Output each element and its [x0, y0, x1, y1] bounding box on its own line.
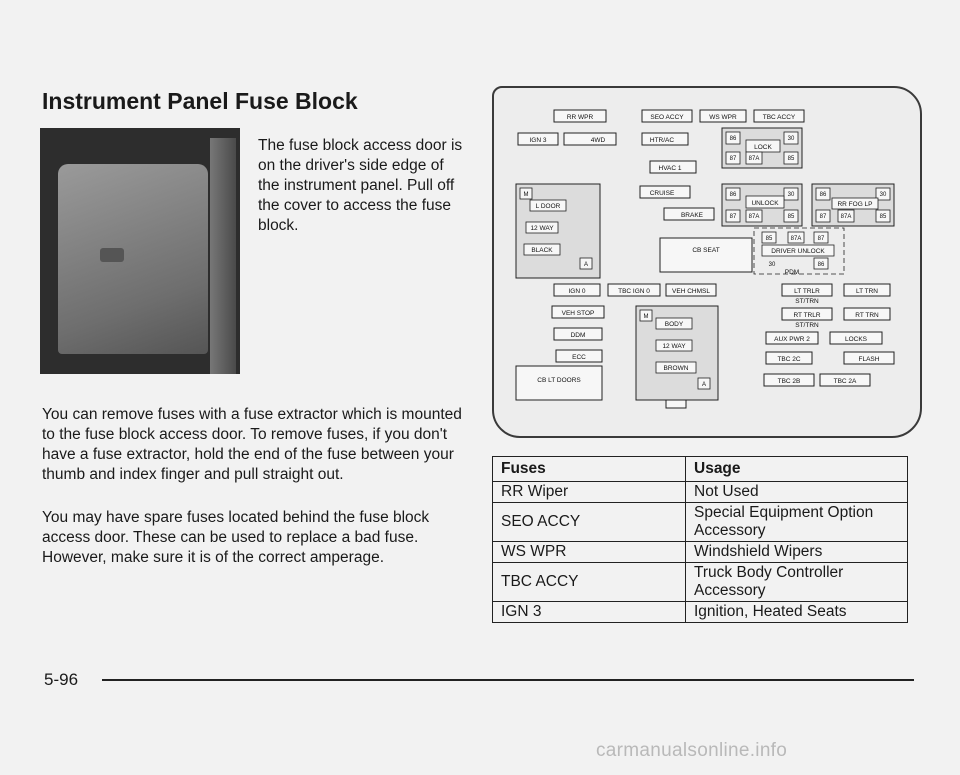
svg-text:BRAKE: BRAKE	[680, 212, 704, 219]
page-number: 5-96	[44, 670, 79, 689]
svg-text:85: 85	[787, 214, 795, 220]
relay-rr-fog-lp	[812, 184, 894, 226]
svg-text:CRUISE: CRUISE	[649, 190, 675, 197]
fuse-veh-chmsl	[666, 284, 716, 296]
usage-cell: Windshield Wipers	[686, 542, 908, 563]
svg-text:85: 85	[879, 214, 887, 220]
fuse-tbc-ign0	[608, 284, 660, 296]
fuse-htr-ac	[642, 133, 688, 145]
svg-text:LT TRLR: LT TRLR	[794, 288, 820, 295]
breaker-cb-lt-doors	[516, 366, 602, 400]
svg-text:IGN 3: IGN 3	[529, 137, 547, 144]
fuse-ddm	[554, 328, 602, 340]
fuse-seo-accy	[642, 110, 692, 122]
fuse-flash	[844, 352, 894, 364]
svg-text:A: A	[701, 382, 707, 388]
footer-rule	[102, 679, 914, 681]
fuse-aux-pwr2	[766, 332, 818, 344]
spare-fuse-note: You may have spare fuses located behind the fuse block access door. These can be used to replace a bad fuse. However, make sure it is of the correct amperage.	[42, 509, 430, 566]
svg-text:86: 86	[819, 192, 827, 198]
fuse-cell: SEO ACCY	[493, 503, 686, 542]
svg-text:87A: 87A	[748, 214, 760, 220]
svg-text:30: 30	[879, 192, 887, 198]
fuse-cell: WS WPR	[493, 542, 686, 563]
svg-text:RT TRN: RT TRN	[855, 312, 879, 319]
svg-text:87: 87	[817, 236, 825, 242]
fuse-block-diagram-svg	[494, 88, 920, 436]
fuse-ws-wpr	[700, 110, 746, 122]
svg-text:87: 87	[729, 214, 737, 220]
breaker-cb-seat	[660, 238, 752, 272]
svg-text:85: 85	[787, 156, 795, 162]
svg-text:87: 87	[729, 156, 737, 162]
svg-text:AUX PWR 2: AUX PWR 2	[774, 336, 810, 343]
svg-text:30: 30	[768, 262, 776, 268]
fuse-lt-trlr-st-trn	[782, 284, 832, 305]
svg-text:M: M	[523, 192, 529, 198]
fuse-lt-trn	[844, 284, 890, 296]
table-row	[493, 542, 908, 563]
svg-text:87A: 87A	[748, 156, 760, 162]
intro-text: The fuse block access door is on the driver's side edge of the instrument panel. Pull off the cover to access the fuse block.	[258, 137, 463, 234]
svg-text:BLACK: BLACK	[531, 247, 553, 254]
removal-instructions: You can remove fuses with a fuse extractor which is mounted to the fuse block access door. To remove fuses, if you don't have a fuse extractor, hold the end of the fuse between your thumb and index finger and pull straight out.	[42, 406, 462, 483]
svg-text:SEO ACCY: SEO ACCY	[650, 114, 684, 121]
svg-text:TBC 2C: TBC 2C	[777, 356, 801, 363]
svg-text:12 WAY: 12 WAY	[530, 225, 554, 232]
fuse-block-door-photo	[40, 128, 240, 374]
svg-text:87A: 87A	[790, 236, 802, 242]
fuse-tbc2a	[820, 374, 870, 386]
fuse-rt-trlr-st-trn	[782, 308, 832, 329]
fuse-tbc-accy	[754, 110, 804, 122]
svg-text:M: M	[643, 314, 649, 320]
svg-text:RT TRLR: RT TRLR	[793, 312, 821, 319]
table-header-row	[493, 457, 908, 482]
svg-text:WS WPR: WS WPR	[709, 114, 737, 121]
svg-text:LT TRN: LT TRN	[855, 288, 879, 295]
svg-text:TBC 2B: TBC 2B	[777, 378, 801, 385]
svg-text:LOCKS: LOCKS	[844, 336, 868, 343]
fuse-tbc2c	[766, 352, 812, 364]
fuse-ign3	[518, 133, 558, 145]
connector-body	[636, 306, 718, 408]
fuse-cell: IGN 3	[493, 602, 686, 623]
usage-cell: Special Equipment Option Accessory	[686, 503, 908, 542]
header-usage: Usage	[686, 457, 908, 482]
svg-text:4WD: 4WD	[590, 137, 606, 144]
svg-text:BROWN: BROWN	[663, 365, 689, 372]
relay-unlock	[722, 184, 802, 226]
svg-text:CB LT DOORS: CB LT DOORS	[537, 377, 581, 384]
usage-cell: Not Used	[686, 482, 908, 503]
table-row	[493, 482, 908, 503]
svg-text:RR WPR: RR WPR	[566, 114, 594, 121]
table-row	[493, 563, 908, 602]
svg-text:PDM: PDM	[784, 269, 800, 276]
relay-driver-unlock	[754, 228, 844, 276]
svg-text:DDM: DDM	[570, 332, 586, 339]
svg-text:UNLOCK: UNLOCK	[751, 200, 779, 207]
fuse-cell: RR Wiper	[493, 482, 686, 503]
table-row	[493, 503, 908, 542]
fuse-hvac1	[650, 161, 696, 173]
svg-text:ST/TRN: ST/TRN	[795, 298, 819, 305]
svg-text:87A: 87A	[840, 214, 852, 220]
fuse-cell: TBC ACCY	[493, 563, 686, 602]
access-door-panel	[58, 164, 208, 354]
svg-text:TBC 2A: TBC 2A	[833, 378, 857, 385]
instrument-panel-edge	[210, 138, 236, 374]
svg-text:ST/TRN: ST/TRN	[795, 322, 819, 329]
fuse-block-diagram	[492, 86, 922, 438]
svg-text:HTR/AC: HTR/AC	[649, 137, 675, 144]
svg-text:86: 86	[729, 192, 737, 198]
svg-text:IGN 0: IGN 0	[568, 288, 586, 295]
svg-text:DRIVER UNLOCK: DRIVER UNLOCK	[771, 248, 825, 255]
fuse-ecc	[556, 350, 602, 362]
fuse-ign0	[554, 284, 600, 296]
fuse-rt-trn	[844, 308, 890, 320]
fuse-usage-table	[492, 456, 908, 623]
header-fuses: Fuses	[493, 457, 686, 482]
svg-text:ECC: ECC	[572, 354, 586, 361]
usage-cell: Ignition, Heated Seats	[686, 602, 908, 623]
svg-text:86: 86	[817, 262, 825, 268]
fuse-rr-wpr	[554, 110, 606, 122]
svg-text:VEH STOP: VEH STOP	[561, 310, 595, 317]
fuse-4wd	[564, 133, 616, 145]
table-row	[493, 602, 908, 623]
svg-text:RR FOG LP: RR FOG LP	[837, 201, 873, 208]
svg-text:86: 86	[729, 136, 737, 142]
fuse-brake	[664, 208, 714, 220]
svg-text:85: 85	[765, 236, 773, 242]
svg-text:L DOOR: L DOOR	[535, 203, 561, 210]
fuse-locks	[830, 332, 882, 344]
svg-text:87: 87	[819, 214, 827, 220]
svg-text:A: A	[583, 262, 589, 268]
relay-lock	[722, 128, 802, 168]
svg-text:TBC IGN 0: TBC IGN 0	[618, 288, 650, 295]
connector-l-door	[516, 184, 600, 278]
page-title: Instrument Panel Fuse Block	[42, 88, 358, 114]
svg-text:LOCK: LOCK	[754, 144, 772, 151]
fuse-tbc2b	[764, 374, 814, 386]
usage-cell: Truck Body Controller Accessory	[686, 563, 908, 602]
door-pull-tab	[100, 248, 124, 262]
svg-text:HVAC 1: HVAC 1	[658, 165, 682, 172]
svg-text:BODY: BODY	[664, 321, 684, 328]
fuse-veh-stop	[552, 306, 604, 318]
watermark: carmanualsonline.info	[596, 740, 788, 761]
svg-text:FLASH: FLASH	[858, 356, 880, 363]
svg-text:30: 30	[787, 136, 795, 142]
svg-text:VEH CHMSL: VEH CHMSL	[672, 288, 710, 295]
svg-text:12 WAY: 12 WAY	[662, 343, 686, 350]
svg-text:TBC ACCY: TBC ACCY	[762, 114, 796, 121]
svg-text:30: 30	[787, 192, 795, 198]
svg-text:CB SEAT: CB SEAT	[692, 247, 720, 254]
fuse-cruise	[640, 186, 690, 198]
